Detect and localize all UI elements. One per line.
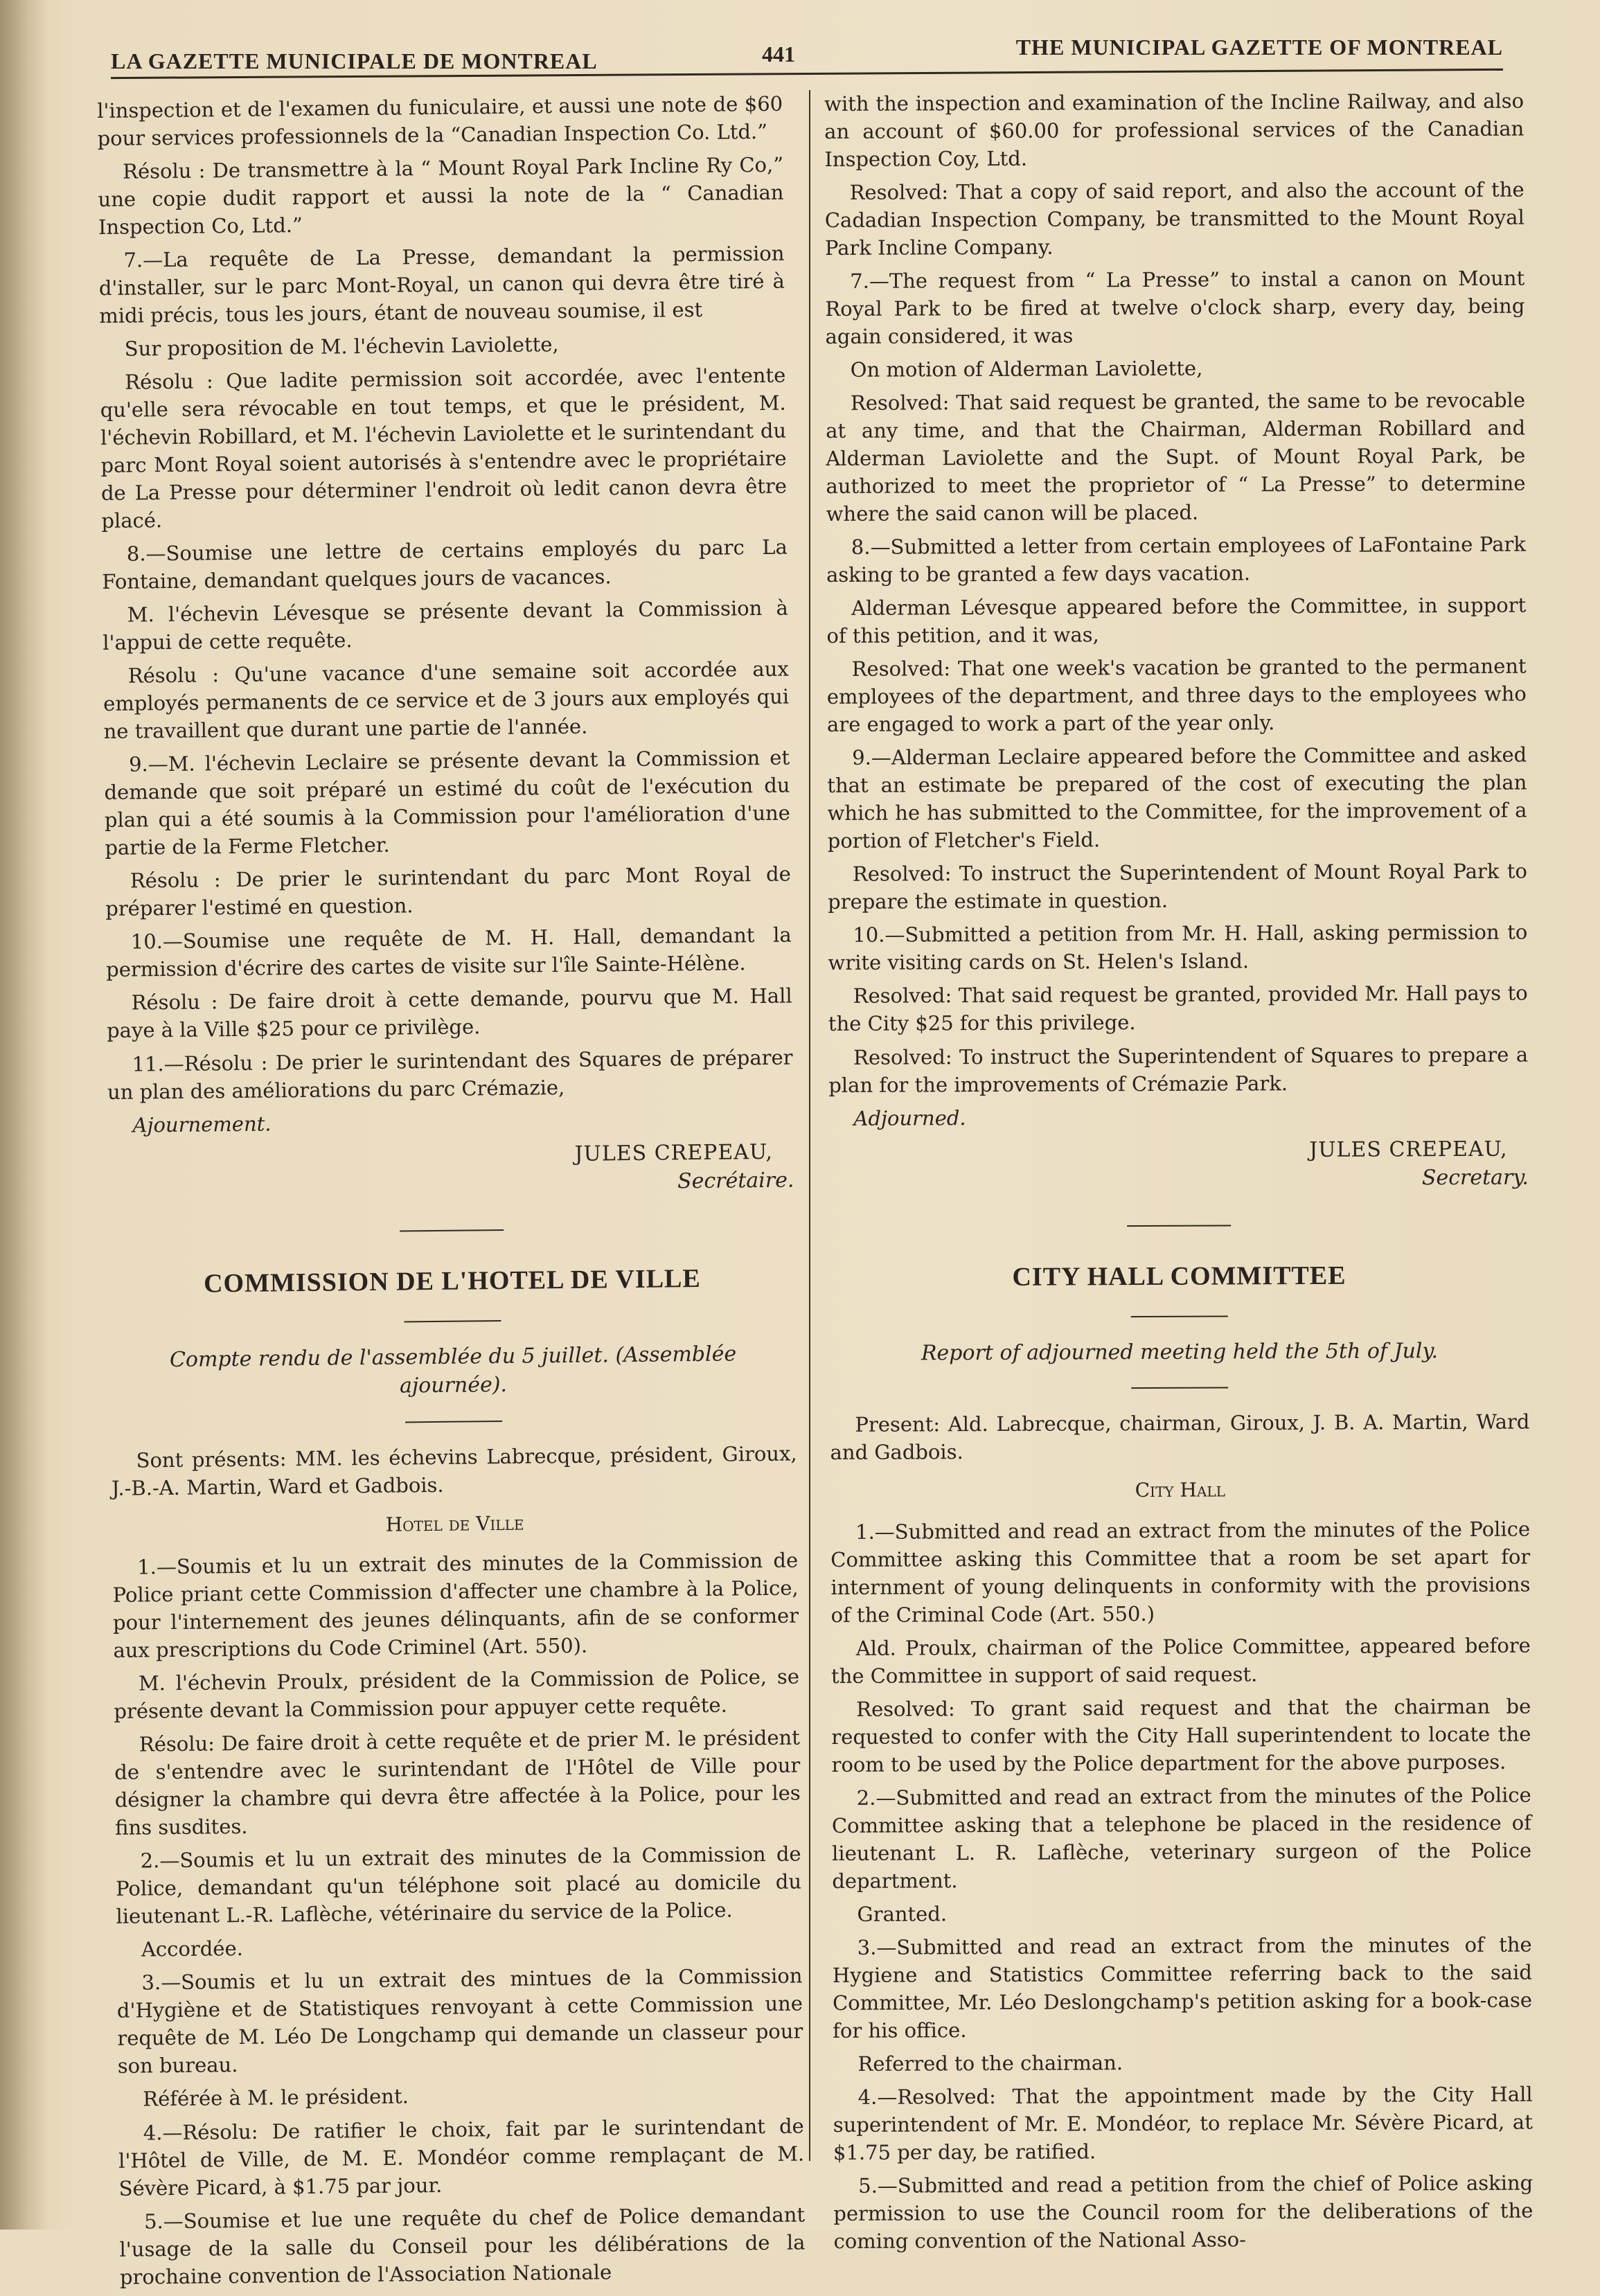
paragraph: Resolved: That said request be granted, provided Mr. Hall pays to the City $25 for this privilege. — [828, 981, 1528, 1036]
paragraph: l'inspection et de l'examen du funiculaire, et aussi une note de $60 pour services professionnels de la “Canadian Inspection Co. Ltd.” — [97, 91, 783, 151]
paragraph: 1.—Soumis et lu un extrait des minutes de la Commission de Police priant cette Commission d'affecter une chambre à la Police, pour l'internement des jeunes délinquants, afin de se conformer aux prescriptions du Code Criminel (Art. 550). — [112, 1548, 799, 1663]
signature-block — [108, 1137, 794, 1202]
paragraph: 7.—La requête de La Presse, demandant la permission d'installer, sur le parc Mont-Royal, un canon qui devra être tiré à midi précis, tous les jours, étant de nouveau soumise, il est — [98, 241, 785, 328]
paragraph: M. l'échevin Lévesque se présente devant la Commission à l'appui de cette requête. — [103, 596, 788, 655]
subheading: Hotel de Ville — [385, 1511, 524, 1536]
paragraph: 9.—M. l'échevin Leclaire se présente devant la Commission et demande que soit préparé un estimé du coût de l'exécution du plan qui a été soumis à la Commission pour l'amélioration d'une partie de la Ferme Fletcher. — [104, 745, 791, 860]
meeting-subtitle: Compte rendu de l'assemblée du 5 juillet. (Assemblée ajournée). — [169, 1342, 737, 1398]
paragraph: 1.—Submitted and read an extract from the minutes of the Police Committee asking this Committee that a room be set apart for internment of young delinquents in conformity with the provisions of the Criminal Code (Art. 550.) — [830, 1517, 1531, 1627]
paragraph: 8.—Submitted a letter from certain employees of LaFontaine Park asking to be granted a few days vacation. — [826, 532, 1526, 587]
attendance: Present: Ald. Labrecque, chairman, Giroux, J. B. A. Martin, Ward and Gadbois. — [830, 1409, 1530, 1465]
paragraph: 10.—Soumise une requête de M. H. Hall, demandant la permission d'écrire des cartes de visite sur l'île Sainte-Hélène. — [106, 923, 792, 982]
paragraph: Sur proposition de M. l'échevin Laviolette, — [124, 332, 559, 361]
adjourned-note: Adjourned. — [853, 1105, 966, 1130]
left-column-french — [97, 90, 806, 2296]
paragraph: Resolved: To grant said request and that the chairman be requested to confer with the City Hall superintendent to locate the room to be used by the Police department for the above purposes. — [831, 1694, 1531, 1777]
paragraph: Résolu : Que ladite permission soit accordée, avec l'entente qu'elle sera révocable en tout temps, et que le président, M. l'échevin Robillard, et M. l'échevin Laviolette et le surintendant du parc Mont Royal soient autorisés à s'entendre avec le propriétaire de La Presse pour déterminer l'endroit où ledit canon devra être placé. — [100, 363, 788, 533]
signature-name: JULES CREPEAU, — [1309, 1137, 1508, 1162]
paragraph: Resolved: To instruct the Superintendent of Mount Royal Park to prepare the estimate in question. — [828, 859, 1528, 914]
signature-name: JULES CREPEAU, — [574, 1139, 774, 1166]
section-title: COMMISSION DE L'HOTEL DE VILLE — [203, 1264, 701, 1299]
paragraph: Résolu : Qu'une vacance d'une semaine soit accordée aux employés permanents de ce service et de 3 jours aux employés qui ne travaillent que durant une partie de l'année. — [103, 657, 790, 744]
column-divider — [809, 90, 810, 2161]
left-top-section — [97, 90, 794, 1202]
paragraph: 5.—Soumise et lue une requête du chef de Police demandant l'usage de la salle du Conseil pour les délibérations de la prochaine convention de l'Association Nationale — [119, 2202, 806, 2289]
adjourned-note: Ajournement. — [132, 1111, 272, 1137]
paragraph: 4.—Résolu: De ratifier le choix, fait par le surintendant de l'Hôtel de Ville, de M. E. Mondéor comme remplaçant de M. Sévère Picard, à $1.75 par jour. — [118, 2113, 805, 2200]
page-number: 441 — [762, 42, 795, 66]
paragraph: with the inspection and examination of the Incline Railway, and also an account of $60.00 for professional services of the Canadian Inspection Coy, Ltd. — [824, 89, 1525, 172]
subtitle-divider — [405, 1421, 502, 1423]
signature-title: Secrétaire. — [677, 1168, 794, 1194]
paragraph: Granted. — [857, 1902, 948, 1926]
header-title-english: THE MUNICIPAL GAZETTE OF MONTREAL — [1015, 35, 1503, 60]
title-divider — [405, 1320, 501, 1322]
subheading: City Hall — [1135, 1478, 1225, 1502]
paragraph: Résolu : De transmettre à la “ Mount Royal Park Incline Ry Co,” une copie dudit rapport et aussi la note de la “ Canadian Inspection Co, Ltd.” — [98, 152, 784, 240]
paragraph: Referred to the chairman. — [857, 2051, 1123, 2076]
title-divider — [1131, 1315, 1228, 1317]
paragraph: 7.—The request from “ La Presse” to instal a canon on Mount Royal Park to be fired at twelve o'clock sharp, every day, being again considered, it was — [825, 266, 1525, 349]
signature-block — [829, 1134, 1529, 1195]
paragraph: Resolved: That said request be granted, the same to be revocable at any time, and that the Chairman, Alderman Robillard and Alderman Laviolette and the Supt. of Mount Royal Park, be authorized to meet the proprietor of “ La Presse” to determine where the said canon will be placed. — [826, 388, 1526, 526]
paragraph: Accordée. — [141, 1937, 244, 1961]
right-column-english — [824, 87, 1534, 2261]
paragraph: 8.—Soumise une lettre de certains employés du parc La Fontaine, demandant quelques jours de vacances. — [102, 535, 788, 594]
section-divider — [1127, 1225, 1231, 1227]
paragraph: Référée à M. le président. — [143, 2084, 409, 2111]
right-top-section — [824, 87, 1529, 1195]
signature-title: Secretary. — [1421, 1165, 1529, 1191]
paragraph: Résolu : De prier le surintendant du parc Mont Royal de préparer l'estimé en question. — [105, 862, 791, 921]
paragraph: 3.—Soumis et lu un extrait des mintues de la Commission d'Hygiène et de Statistiques renvoyant à cette Commission une requête de M. Léo De Longchamp qui demande un classeur pour son bureau. — [116, 1964, 803, 2079]
paragraph: Resolved: To instruct the Superintendent of Squares to prepare a plan for the improvements of Crémazie Park. — [828, 1042, 1529, 1097]
binding-shadow — [0, 0, 48, 2230]
paragraph: 2.—Soumis et lu un extrait des minutes de la Commission de Police, demandant qu'un téléphone soit placé au domicile du lieutenant L.-R. Laflèche, vétérinaire du service de la Police. — [115, 1842, 802, 1929]
paragraph: 4.—Resolved: That the appointment made by the City Hall superintendent of Mr. E. Mondéor, to replace Mr. Sévère Picard, at $1.75 per day, be ratified. — [833, 2082, 1533, 2165]
paragraph: 10.—Submitted a petition from Mr. H. Hall, asking permission to write visiting cards on St. Helen's Island. — [828, 920, 1528, 975]
paragraph: 5.—Submitted and read a petition from the chief of Police asking permission to use the Council room for the deliberations of the coming convention of the National Asso- — [833, 2171, 1534, 2254]
paragraph: 9.—Alderman Leclaire appeared before the Committee and asked that an estimate be prepared of the cost of executing the plan which he has submitted to the Committee, for the improvement of a portion of Fletcher's Field. — [827, 742, 1527, 853]
header-title-french: LA GAZETTE MUNICIPALE DE MONTREAL — [111, 48, 598, 73]
paragraph: 11.—Résolu : De prier le surintendant des Squares de préparer un plan des améliorations du parc Crémazie, — [107, 1045, 793, 1104]
meeting-subtitle: Report of adjourned meeting held the 5th of July. — [921, 1338, 1439, 1366]
paragraph: Ald. Proulx, chairman of the Police Committee, appeared before the Committee in support of said request. — [830, 1633, 1531, 1688]
paragraph: 3.—Submitted and read an extract from the minutes of the Hygiene and Statistics Committee referring back to the said Committee, Mr. Léo Deslongchamp's petition asking for a book-case for his office. — [832, 1932, 1533, 2043]
section-title: CITY HALL COMMITTEE — [1012, 1261, 1346, 1292]
paragraph: 2.—Submitted and read an extract from the minutes of the Police Committee asking that a telephone be placed in the residence of lieutenant L. R. Laflèche, veterinary surgeon of the Police department. — [831, 1783, 1532, 1893]
paragraph: Résolu : De faire droit à cette demande, pourvu que M. Hall paye à la Ville $25 pour ce privilège. — [106, 984, 792, 1043]
paragraph: Résolu: De faire droit à cette requête et de prier M. le président de s'entendre avec le surintendant de l'Hôtel de Ville pour désigner la chambre qui devra être affectée à la Police, pour les fins susdites. — [114, 1725, 801, 1840]
paragraph: M. l'échevin Proulx, président de la Commission de Police, se présente devant la Commission pour appuyer cette requête. — [114, 1664, 800, 1724]
attendance: Sont présents: MM. les échevins Labrecque, président, Giroux, J.-B.-A. Martin, Ward et Gadbois. — [111, 1441, 797, 1500]
section-divider — [400, 1229, 504, 1232]
paragraph: On motion of Alderman Laviolette, — [850, 356, 1203, 382]
paragraph: Alderman Lévesque appeared before the Committee, in support of this petition, and it was, — [826, 593, 1527, 648]
paragraph: Resolved: That one week's vacation be granted to the permanent employees of the department, and three days to the employees who are engaged to work a part of the year only. — [826, 654, 1527, 737]
paragraph: Resolved: That a copy of said report, and also the account of the Cadadian Inspection Company, be transmitted to the Mount Royal Park Incline Company. — [824, 177, 1525, 260]
subtitle-divider — [1131, 1387, 1228, 1389]
